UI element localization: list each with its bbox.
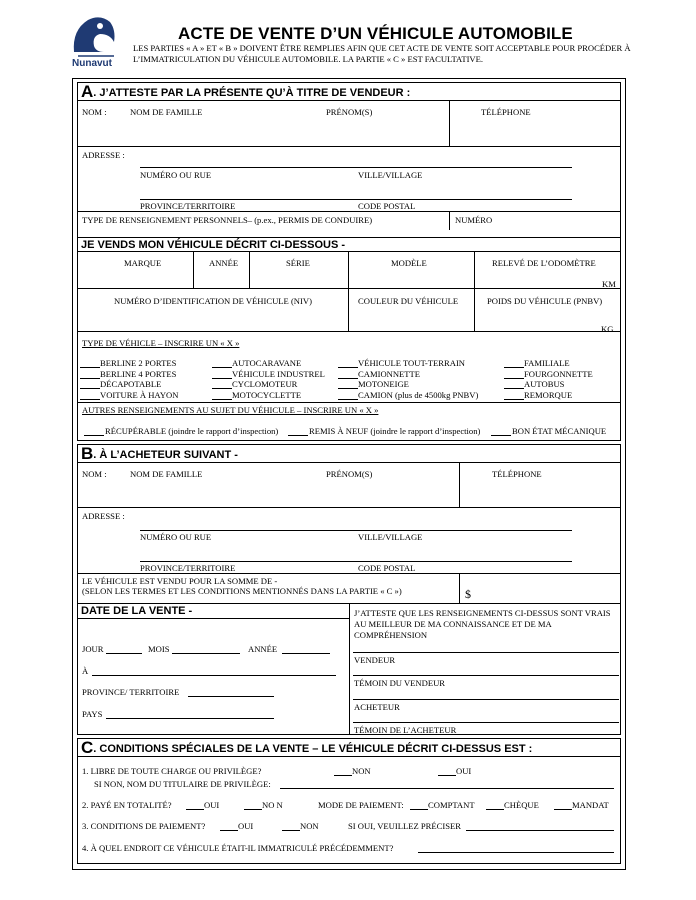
- vehicle-type-blank[interactable]: [212, 388, 232, 389]
- vehicle-type-option: DÉCAPOTABLE: [100, 379, 162, 389]
- q1-sub-label: SI NON, NOM DU TITULAIRE DE PRIVILÈGE:: [94, 779, 271, 789]
- section-c-header: [78, 739, 620, 757]
- vehicle-type-option: AUTOBUS: [524, 379, 565, 389]
- vehicle-type-blank[interactable]: [338, 399, 358, 400]
- b-telephone-label: TÉLÉPHONE: [492, 469, 542, 479]
- a-numero-label: NUMÉRO: [455, 215, 493, 225]
- section-a-header: [78, 83, 620, 101]
- a-lieu-label: À: [82, 666, 89, 676]
- acheteur-signature-line[interactable]: [353, 699, 619, 700]
- autre-bon-etat: BON ÉTAT MÉCANIQUE: [512, 426, 607, 436]
- province-terr-label: PROVINCE/ TERRITOIRE: [82, 687, 180, 697]
- somme-line-1: LE VÉHICULE EST VENDU POUR LA SOMME DE -: [82, 576, 278, 586]
- q3-label: 3. CONDITIONS DE PAIEMENT?: [82, 821, 206, 831]
- mode-paiement-label: MODE DE PAIEMENT:: [318, 800, 404, 810]
- vehicle-type-blank[interactable]: [504, 399, 524, 400]
- a-adresse-label: ADRESSE :: [82, 150, 125, 160]
- jour-blank[interactable]: [106, 653, 142, 654]
- section-a-title: . J’ATTESTE PAR LA PRÉSENTE QU’À TITRE DE VENDEUR :: [93, 87, 411, 99]
- section-b: [77, 444, 621, 735]
- a-province-label: PROVINCE/TERRITOIRE: [140, 201, 236, 211]
- section-b-title: . À L’ACHETEUR SUIVANT -: [93, 449, 238, 461]
- q2-oui: OUI: [204, 800, 220, 810]
- section-a-letter: A: [81, 82, 94, 101]
- pays-blank[interactable]: [106, 718, 274, 719]
- lieu-blank[interactable]: [92, 675, 336, 676]
- autre-remis-neuf: REMIS À NEUF (joindre le rapport d’inspection): [309, 426, 481, 436]
- temoin-acheteur-signature-line[interactable]: [353, 722, 619, 723]
- pays-label: PAYS: [82, 709, 103, 719]
- vehicle-type-option: BERLINE 2 PORTES: [100, 358, 177, 368]
- a-code-postal-label: CODE POSTAL: [358, 201, 416, 211]
- q1-oui-blank[interactable]: [438, 775, 456, 776]
- vendeur-label: VENDEUR: [354, 655, 396, 665]
- type-vehicule-title: TYPE DE VÉHICLE – INSCRIRE UN « X »: [82, 338, 240, 348]
- q1-non: NON: [352, 766, 371, 776]
- autres-title: AUTRES RENSEIGNEMENTS AU SUJET DU VÉHICULE – INSCRIRE UN « X »: [82, 405, 379, 415]
- serie-label: SÉRIE: [286, 258, 310, 268]
- vehicle-type-blank[interactable]: [504, 388, 524, 389]
- intro-text: LES PARTIES « A » ET « B » DOIVENT ÊTRE REMPLIES AFIN QUE CET ACTE DE VENTE SOIT ACCEPTABLE POUR PROCÉDER À L’IMMATRICULATION DU VÉHICULE AUTOMOBILE. LA PARTIE « C » EST FACULTATIVE.: [133, 43, 631, 64]
- annee-label: ANNÉE: [248, 644, 278, 654]
- vehicle-type-option: CYCLOMOTEUR: [232, 379, 298, 389]
- b-nom-label: NOM :: [82, 469, 107, 479]
- q4-label: 4. À QUEL ENDROIT CE VÉHICULE ÉTAIT-IL IMMATRICULÉ PRÉCÉDEMMENT?: [82, 843, 394, 853]
- vehicle-type-option: VÉHICULE TOUT-TERRAIN: [358, 358, 466, 368]
- date-header: DATE DE LA VENTE -: [78, 604, 349, 619]
- q1-oui: OUI: [456, 766, 472, 776]
- vehicle-type-blank[interactable]: [80, 399, 100, 400]
- province-blank[interactable]: [188, 696, 274, 697]
- mois-label: MOIS: [148, 644, 170, 654]
- immatriculation-blank[interactable]: [418, 852, 614, 853]
- annee-blank[interactable]: [282, 653, 330, 654]
- a-nom-famille-label: NOM DE FAMILLE: [130, 107, 203, 117]
- poids-label: POIDS DU VÉHICULE (PNBV): [487, 296, 603, 306]
- q3-preciser-label: SI OUI, VEUILLEZ PRÉCISER: [348, 821, 461, 831]
- vehicle-type-blank[interactable]: [504, 378, 524, 379]
- somme-line-2: (SELON LES TERMES ET LES CONDITIONS MENTIONNÉS DANS LA PARTIE « C »): [82, 586, 402, 596]
- mois-blank[interactable]: [172, 653, 240, 654]
- vehicle-type-option: REMORQUE: [524, 389, 573, 400]
- autre-blank-3[interactable]: [491, 435, 511, 436]
- vehicle-type-blank[interactable]: [212, 367, 232, 368]
- q2-non: NO N: [262, 800, 283, 810]
- attestation-text: J’ATTESTE QUE LES RENSEIGNEMENTS CI-DESSUS SONT VRAIS AU MEILLEUR DE MA CONNAISSANCE ET DE MA COMPRÉHENSION: [354, 608, 611, 640]
- autre-blank-1[interactable]: [84, 435, 104, 436]
- section-b-letter: B: [81, 444, 94, 463]
- vendeur-signature-line[interactable]: [353, 652, 619, 653]
- b-numero-rue-label: NUMÉRO OU RUE: [140, 532, 212, 542]
- marque-label: MARQUE: [124, 258, 162, 268]
- q3-oui-blank[interactable]: [220, 830, 238, 831]
- vehicle-type-option: FAMILIALE: [524, 358, 570, 368]
- comptant-blank[interactable]: [410, 809, 428, 810]
- section-b-header: [78, 445, 620, 463]
- q3-non-blank[interactable]: [282, 830, 300, 831]
- preciser-blank[interactable]: [466, 830, 614, 831]
- section-a: [77, 82, 621, 441]
- vehicle-type-blank[interactable]: [338, 378, 358, 379]
- a-telephone-label: TÉLÉPHONE: [481, 107, 531, 117]
- page-title: ACTE DE VENTE D’UN VÉHICULE AUTOMOBILE: [178, 24, 573, 43]
- q3-oui: OUI: [238, 821, 254, 831]
- q1-label: 1. LIBRE DE TOUTE CHARGE OU PRIVILÈGE?: [82, 766, 262, 776]
- cheque-label: CHÈQUE: [504, 800, 539, 810]
- section-c-title: . CONDITIONS SPÉCIALES DE LA VENTE – LE VÉHICULE DÉCRIT CI-DESSUS EST :: [93, 743, 533, 755]
- annee-label: ANNÉE: [209, 258, 239, 268]
- modele-label: MODÈLE: [391, 258, 427, 268]
- vehicle-type-blank[interactable]: [80, 378, 100, 379]
- autre-recuperable: RÉCUPÉRABLE (joindre le rapport d’inspection): [105, 426, 279, 436]
- couleur-label: COULEUR DU VÉHICULE: [358, 296, 459, 306]
- a-prenom-label: PRÉNOM(S): [326, 107, 373, 117]
- a-numero-rue-label: NUMÉRO OU RUE: [140, 170, 212, 180]
- comptant-label: COMPTANT: [428, 800, 475, 810]
- vehicle-type-option: MOTONEIGE: [358, 379, 409, 389]
- b-code-postal-label: CODE POSTAL: [358, 563, 416, 573]
- q2-oui-blank[interactable]: [186, 809, 204, 810]
- vehicle-header: JE VENDS MON VÉHICULE DÉCRIT CI-DESSOUS -: [78, 237, 620, 252]
- vehicle-type-blank[interactable]: [80, 367, 100, 368]
- vehicle-type-blank[interactable]: [212, 399, 232, 400]
- niv-label: NUMÉRO D’IDENTIFICATION DE VÉHICULE (NIV): [114, 296, 312, 306]
- q1-non-blank[interactable]: [334, 775, 352, 776]
- q2-label: 2. PAYÉ EN TOTALITÉ?: [82, 800, 172, 810]
- vehicle-type-option: BERLINE 4 PORTES: [100, 368, 177, 379]
- vehicle-type-blank[interactable]: [338, 388, 358, 389]
- logo-text: Nunavut: [72, 58, 112, 69]
- b-ville-label: VILLE/VILLAGE: [358, 532, 423, 542]
- vehicle-type-blank[interactable]: [212, 378, 232, 379]
- a-ville-label: VILLE/VILLAGE: [358, 170, 423, 180]
- a-type-renseignement-label: TYPE DE RENSEIGNEMENT PERSONNELS– (p.ex., PERMIS DE CONDUIRE): [82, 215, 373, 225]
- temoin-vendeur-signature-line[interactable]: [353, 675, 619, 676]
- temoin-vendeur-label: TÉMOIN DU VENDEUR: [354, 678, 446, 688]
- kg-label: KG: [601, 324, 614, 334]
- titulaire-blank[interactable]: [280, 788, 614, 789]
- cheque-blank[interactable]: [486, 809, 504, 810]
- section-c-letter: C: [81, 738, 94, 757]
- vehicle-type-option: VÉHICULE INDUSTREL: [232, 368, 325, 379]
- vehicle-type-option: CAMIONNETTE: [358, 368, 421, 379]
- vehicle-type-option: AUTOCARAVANE: [232, 358, 302, 368]
- vehicle-type-option: FOURGONNETTE: [524, 368, 593, 379]
- vehicle-type-blank[interactable]: [80, 388, 100, 389]
- vehicle-type-blank[interactable]: [338, 367, 358, 368]
- vehicle-type-option: MOTOCYCLETTE: [232, 389, 302, 400]
- nunavut-logo: [70, 12, 118, 72]
- odometre-label: RELEVÉ DE L’ODOMÈTRE: [492, 258, 596, 268]
- vehicle-type-blank[interactable]: [504, 367, 524, 368]
- section-c: [77, 738, 621, 864]
- vehicle-type-option: VOITURE À HAYON: [100, 389, 179, 400]
- mandat-label: MANDAT: [572, 800, 609, 810]
- dollar-sign: $: [465, 587, 471, 601]
- vehicle-type-option: CAMION (plus de 4500kg PNBV): [358, 389, 479, 400]
- autre-blank-2[interactable]: [288, 435, 308, 436]
- temoin-acheteur-label: TÉMOIN DE L’ACHETEUR: [354, 725, 457, 735]
- acheteur-label: ACHETEUR: [354, 702, 400, 712]
- b-prenom-label: PRÉNOM(S): [326, 469, 373, 479]
- mandat-blank[interactable]: [554, 809, 572, 810]
- q3-non: NON: [300, 821, 319, 831]
- jour-label: JOUR: [82, 644, 104, 654]
- q2-non-blank[interactable]: [244, 809, 262, 810]
- b-province-label: PROVINCE/TERRITOIRE: [140, 563, 236, 573]
- b-adresse-label: ADRESSE :: [82, 511, 125, 521]
- km-label: KM: [602, 279, 616, 289]
- b-nom-famille-label: NOM DE FAMILLE: [130, 469, 203, 479]
- a-nom-label: NOM :: [82, 107, 107, 117]
